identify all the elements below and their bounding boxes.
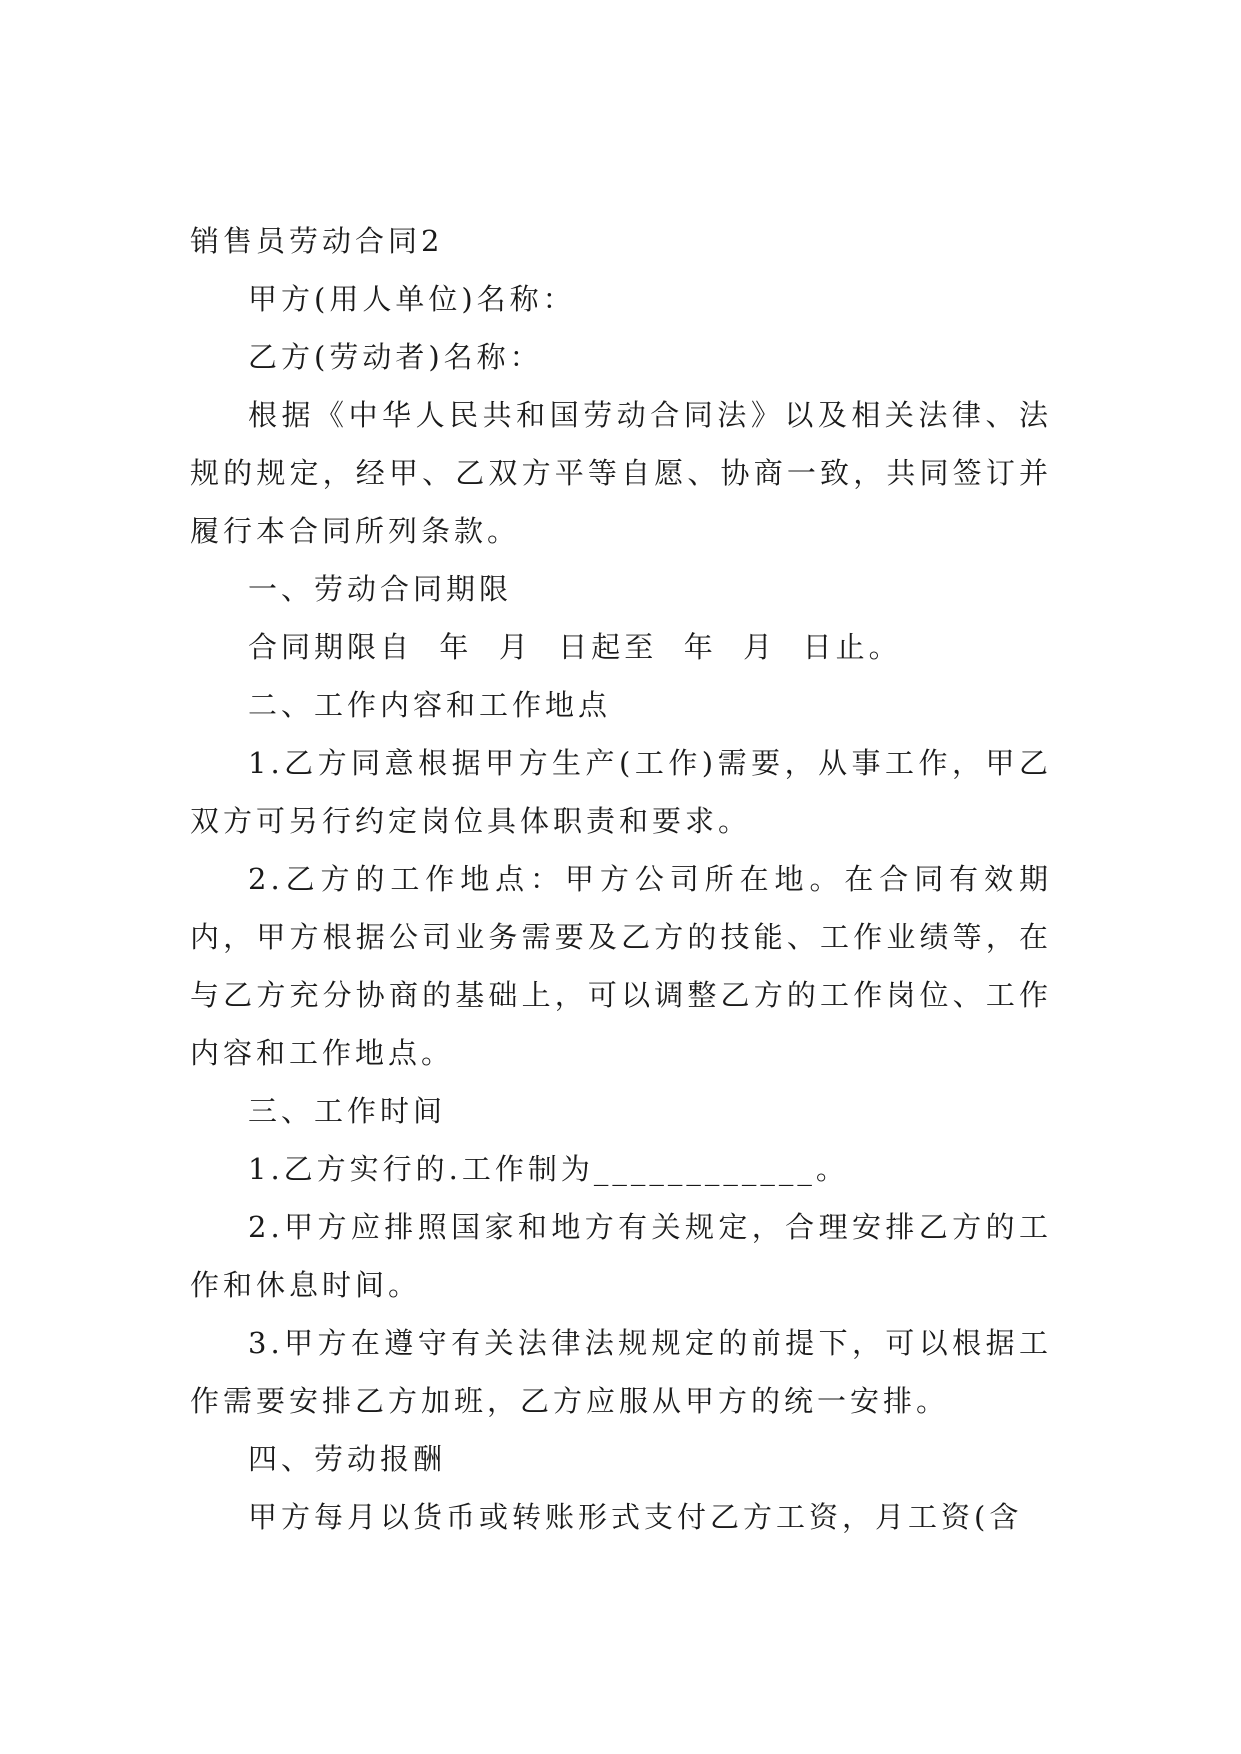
work-time-paragraph-1: 1.乙方实行的.工作制为____________。 (248, 1152, 849, 1186)
contract-term-paragraph: 合同期限自 年 月 日起至 年 月 日止。 (248, 630, 902, 664)
work-time-paragraph-3: 3.甲方在遵守有关法律法规规定的前提下，可以根据工作需要安排乙方加班，乙方应服从甲方的统一安排。 (190, 1326, 1052, 1418)
party-a-field: 甲方(用人单位)名称： (248, 282, 576, 316)
party-b-field: 乙方(劳动者)名称： (248, 340, 543, 374)
section-heading-4: 四、劳动报酬 (248, 1442, 447, 1476)
document-title: 销售员劳动合同2 (190, 224, 444, 258)
preamble-paragraph: 根据《中华人民共和国劳动合同法》以及相关法律、法规的规定，经甲、乙双方平等自愿、协商一致，共同签订并履行本合同所列条款。 (190, 398, 1052, 548)
work-content-paragraph-1: 1.乙方同意根据甲方生产(工作)需要，从事工作，甲乙双方可另行约定岗位具体职责和要求。 (190, 746, 1052, 838)
section-heading-1: 一、劳动合同期限 (248, 572, 513, 606)
section-heading-3: 三、工作时间 (248, 1094, 447, 1128)
work-content-paragraph-2: 2.乙方的工作地点：甲方公司所在地。在合同有效期内，甲方根据公司业务需要及乙方的技能、工作业绩等，在与乙方充分协商的基础上，可以调整乙方的工作岗位、工作内容和工作地点。 (190, 862, 1052, 1070)
remuneration-paragraph: 甲方每月以货币或转账形式支付乙方工资，月工资(含 (248, 1500, 1023, 1534)
work-time-paragraph-2: 2.甲方应排照国家和地方有关规定，合理安排乙方的工作和休息时间。 (190, 1210, 1052, 1302)
section-heading-2: 二、工作内容和工作地点 (248, 688, 612, 722)
document-page (190, 212, 1052, 1546)
